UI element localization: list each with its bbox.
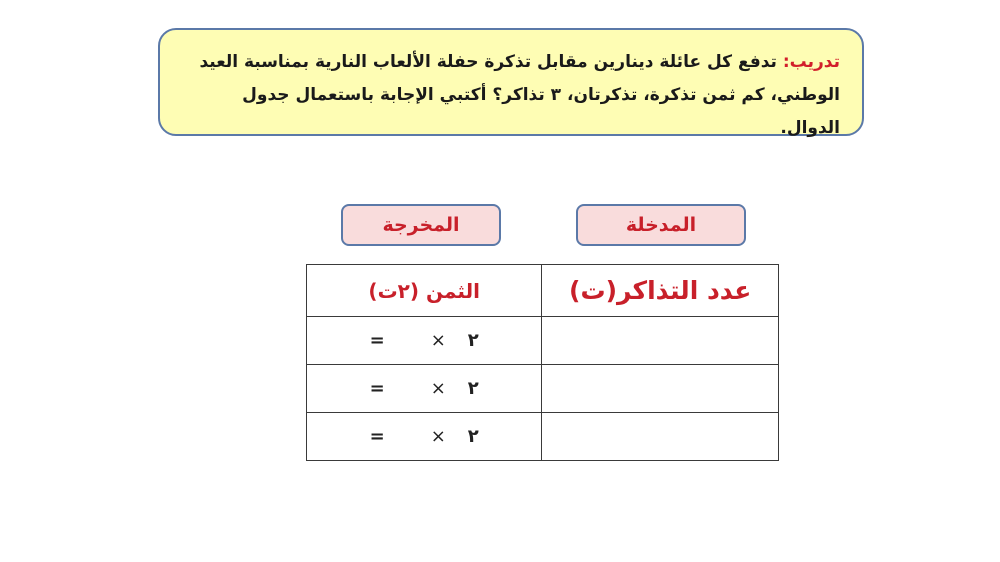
problem-lead: تدريب:	[782, 52, 840, 72]
table-header-row	[307, 265, 779, 317]
ticket-count-cell[interactable]	[542, 317, 779, 365]
equals-sign: =	[369, 378, 385, 399]
table-row	[307, 365, 779, 413]
input-label: المدخلة	[576, 204, 746, 246]
price-cell[interactable]	[307, 317, 542, 365]
equals-sign: =	[369, 426, 385, 447]
price-cell[interactable]	[307, 413, 542, 461]
price-cell[interactable]	[307, 365, 542, 413]
ticket-count-cell[interactable]	[542, 365, 779, 413]
function-table	[306, 264, 779, 461]
times-sign: ×	[430, 330, 446, 351]
ticket-count-cell[interactable]	[542, 413, 779, 461]
problem-statement-box	[158, 28, 864, 136]
multiplier: ٢	[467, 378, 479, 399]
multiplier: ٢	[467, 426, 479, 447]
header-ticket-count: عدد التذاكر(ت)	[542, 265, 779, 317]
times-sign: ×	[430, 378, 446, 399]
equals-sign: =	[369, 330, 385, 351]
table-row	[307, 413, 779, 461]
times-sign: ×	[430, 426, 446, 447]
header-price: الثمن (٢ت)	[307, 265, 542, 317]
problem-text: تدفع كل عائلة دينارين مقابل تذكرة حفلة الألعاب النارية بمناسبة العيد الوطني، كم ثمن تذكرة، تذكرتان، ٣ تذاكر؟ أكتبي الإجابة باستعمال جدول الدوال.	[199, 52, 840, 138]
output-label: المخرجة	[341, 204, 501, 246]
multiplier: ٢	[467, 330, 479, 351]
table-row	[307, 317, 779, 365]
